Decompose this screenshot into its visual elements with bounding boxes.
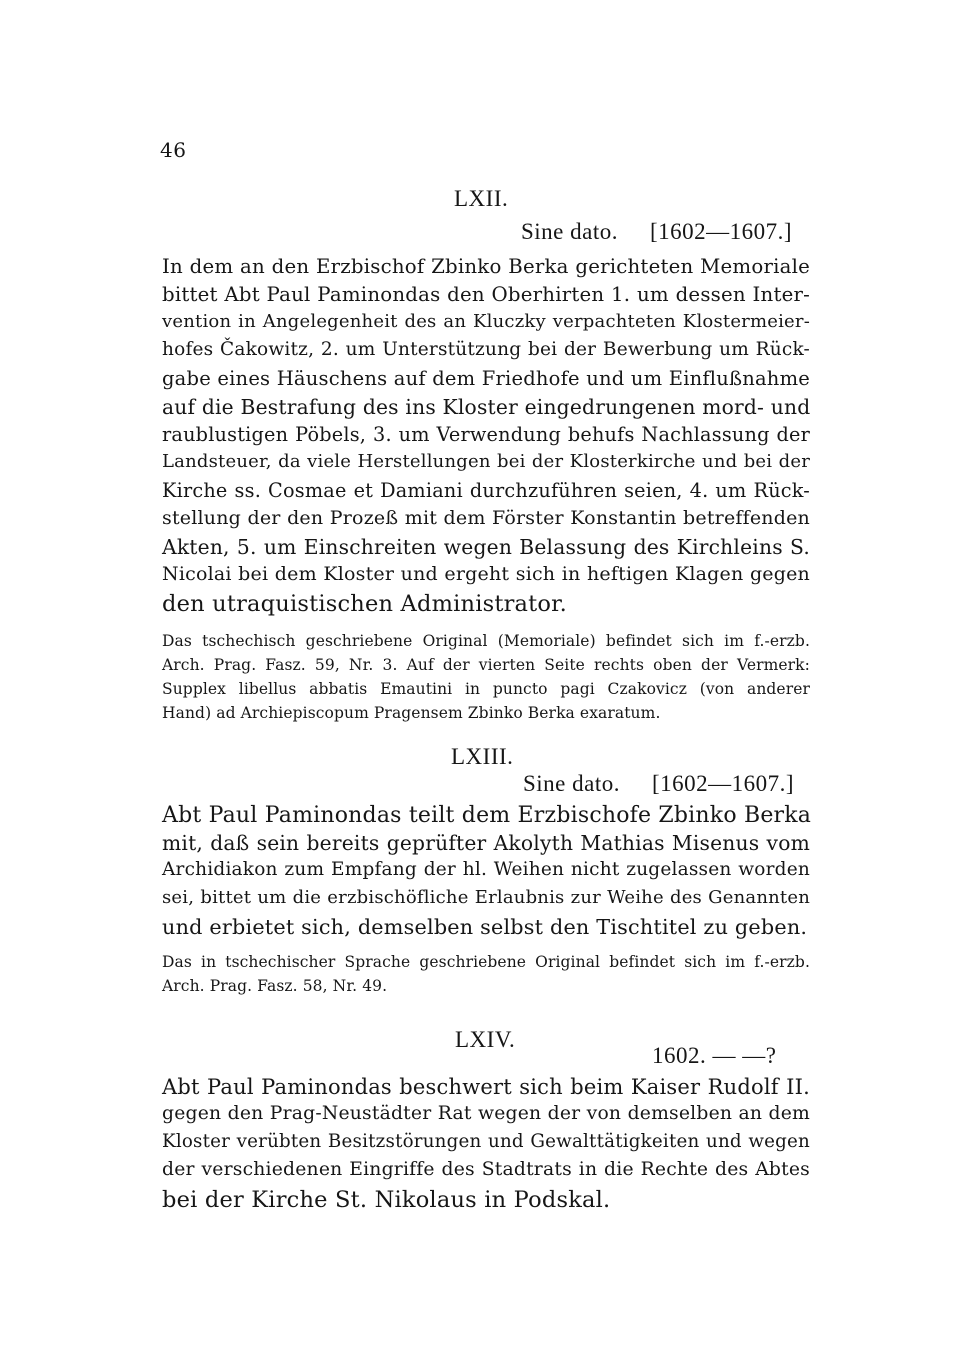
body-line: und erbietet sich, demselben selbst den Tischtitel zu geben.: [162, 915, 808, 939]
body-line: stellung der den Prozeß mit dem Förster Konstantin betreffenden: [162, 507, 810, 529]
body-line: raublustigen Pöbels, 3. um Verwendung behufs Nachlassung der: [162, 423, 810, 446]
body-line: den utraquistischen Administrator.: [162, 591, 567, 617]
section-number: LXII.: [454, 186, 509, 211]
body-line: Kirche ss. Cosmae et Damiani durchzuführen seien, 4. um Rück-: [162, 479, 810, 502]
section-date: Sine dato.: [523, 771, 620, 796]
section-date-range: [1602—1607.]: [650, 219, 793, 244]
body-line: Nicolai bei dem Kloster und ergeht sich in heftigen Klagen gegen: [162, 563, 810, 585]
body-line: vention in Angelegenheit des an Kluczky verpachteten Klostermeier-: [162, 311, 810, 332]
body-line: Abt Paul Paminondas beschwert sich beim Kaiser Rudolf II.: [162, 1075, 810, 1099]
body-line: In dem an den Erzbischof Zbinko Berka gerichteten Memoriale: [162, 255, 810, 278]
body-line: Akten, 5. um Einschreiten wegen Belassung des Kirchleins S.: [162, 535, 810, 559]
section-number: LXIV.: [455, 1027, 516, 1052]
note-line: Das in tschechischer Sprache geschriebene Original befindet sich im f.-erzb.: [162, 953, 810, 971]
note-line: Hand) ad Archiepiscopum Pragensem Zbinko Berka exaratum.: [162, 704, 661, 722]
body-line: bittet Abt Paul Paminondas den Oberhirten 1. um dessen Inter-: [162, 283, 810, 306]
body-line: Archidiakon zum Empfang der hl. Weihen nicht zugelassen worden: [162, 859, 810, 880]
body-line: Landsteuer, da viele Herstellungen bei der Klosterkirche und bei der: [162, 451, 810, 472]
body-line: der verschiedenen Eingriffe des Stadtrats in die Rechte des Abtes: [162, 1159, 810, 1180]
section-date: 1602. — —?: [652, 1043, 777, 1068]
section-number: LXIII.: [451, 744, 514, 769]
section-date-range: [1602—1607.]: [652, 771, 795, 796]
body-line: auf die Bestrafung des ins Kloster eingedrungenen mord- und: [162, 395, 811, 419]
page-number: 46: [160, 138, 187, 162]
body-line: mit, daß sein bereits geprüfter Akolyth Mathias Misenus vom: [162, 831, 810, 855]
body-line: Abt Paul Paminondas teilt dem Erzbischofe Zbinko Berka: [162, 803, 812, 828]
body-line: bei der Kirche St. Nikolaus in Podskal.: [162, 1187, 611, 1213]
body-line: gegen den Prag-Neustädter Rat wegen der von demselben an dem: [162, 1103, 810, 1124]
note-line: Das tschechisch geschriebene Original (Memoriale) befindet sich im f.-erzb.: [162, 632, 810, 650]
body-line: gabe eines Häuschens auf dem Friedhofe und um Einflußnahme: [162, 367, 810, 390]
body-line: hofes Čakowitz, 2. um Unterstützung bei der Bewerbung um Rück-: [162, 339, 810, 360]
body-line: Kloster verübten Besitzstörungen und Gewalttätigkeiten und wegen: [162, 1131, 810, 1152]
note-line: Supplex libellus abbatis Emautini in puncto pagi Czakovicz (von anderer: [162, 680, 810, 698]
body-line: sei, bittet um die erzbischöfliche Erlaubnis zur Weihe des Genannten: [162, 887, 810, 908]
section-date: Sine dato.: [521, 219, 618, 244]
note-line: Arch. Prag. Fasz. 58, Nr. 49.: [162, 977, 388, 995]
note-line: Arch. Prag. Fasz. 59, Nr. 3. Auf der vierten Seite rechts oben der Vermerk:: [162, 656, 810, 674]
